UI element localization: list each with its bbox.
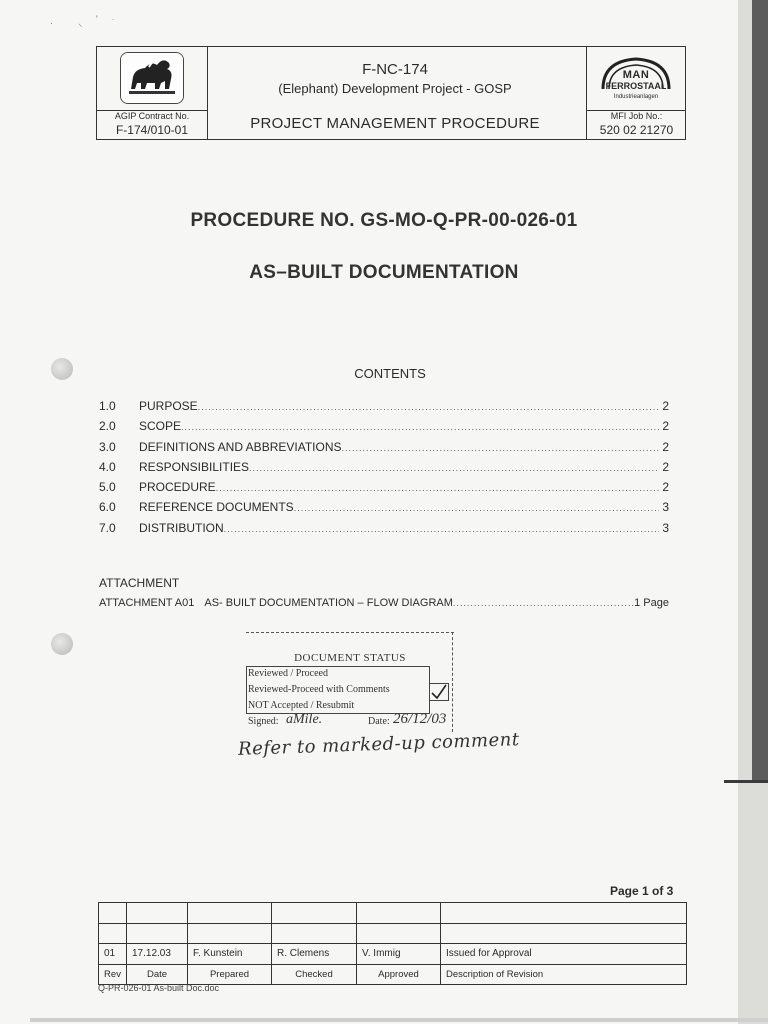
agip-contract-value: F-174/010-01 [115,123,189,137]
toc-item[interactable] [99,460,669,480]
table-cell: 17.12.03 [127,944,188,965]
toc-page: 3 [662,520,669,535]
table-of-contents [99,399,669,541]
column-header: Approved [357,964,441,985]
attachment-item[interactable] [99,597,669,609]
header-project: (Elephant) Development Project - GOSP [278,81,512,96]
stamp-signed-label: Signed: [248,716,279,727]
table-cell: Issued for Approval [441,944,687,965]
toc-item[interactable] [99,399,669,419]
toc-leader [216,483,659,493]
toc-number: 4.0 [99,459,116,474]
toc-number: 6.0 [99,500,116,515]
table-row [99,903,687,924]
logo-text-industrieanlagen: Industrieanlagen [613,94,659,100]
mfi-job-label: MFI Job No.: [610,111,663,121]
scan-edge-mark [724,780,768,783]
scan-bottom-edge [30,1018,768,1022]
logo-text-ferrostaal: FERROSTAAL [605,81,667,91]
document-status-stamp [246,632,454,738]
attachment-heading: ATTACHMENT [99,576,180,590]
revision-table [98,902,687,985]
toc-item[interactable] [99,419,669,439]
scan-speck: ˙ [112,18,115,28]
agip-contract-label: AGIP Contract No. [114,111,190,121]
toc-page: 2 [662,459,669,474]
contents-heading: CONTENTS [354,366,426,381]
toc-leader [341,443,659,453]
stamp-date-label: Date: [368,716,390,727]
man-ferrostaal-logo [595,53,677,105]
toc-leader [249,463,659,473]
stamp-date-value: 26/12/03 [393,711,447,727]
toc-title: PROCEDURE [139,480,216,495]
toc-leader [181,422,659,432]
attachment-id: ATTACHMENT A01 [99,597,195,609]
table-cell [357,903,441,924]
toc-title: SCOPE [139,419,182,434]
stamp-option-reviewed-comments: Reviewed-Proceed with Comments [248,684,390,695]
table-cell [99,923,127,944]
column-header: Checked [272,964,357,985]
mfi-job-value: 520 02 21270 [599,123,674,137]
table-cell [272,923,357,944]
toc-page: 2 [662,439,669,454]
table-cell [441,923,687,944]
header-divider [207,47,208,140]
toc-leader [224,524,659,534]
toc-item[interactable] [99,480,669,500]
toc-item[interactable] [99,521,669,541]
toc-page: 3 [662,500,669,515]
table-cell [188,903,272,924]
table-cell [441,903,687,924]
attachment-leader [453,598,634,608]
toc-page: 2 [662,399,669,413]
toc-page: 2 [662,419,669,434]
column-header: Prepared [188,964,272,985]
scan-speck: ⸌ [78,22,83,32]
toc-page: 2 [662,480,669,495]
table-cell [188,923,272,944]
column-header: Date [127,964,188,985]
toc-item[interactable] [99,500,669,520]
toc-item[interactable] [99,440,669,460]
toc-number: 1.0 [99,399,116,413]
toc-number: 2.0 [99,419,116,434]
table-cell: V. Immig [357,944,441,965]
toc-title: DEFINITIONS AND ABBREVIATIONS [139,439,342,454]
stamp-heading: DOCUMENT STATUS [294,652,406,664]
table-row [99,944,687,965]
stamp-option-not-accepted: NOT Accepted / Resubmit [248,700,355,711]
toc-number: 5.0 [99,480,116,495]
column-header: Rev [99,964,127,985]
footer-filename: Q-PR-026-01 As-built Doc.doc [98,983,220,993]
toc-title: RESPONSIBILITIES [139,459,250,474]
stamp-option-reviewed: Reviewed / Proceed [248,668,328,679]
toc-leader [294,503,659,513]
table-cell [127,903,188,924]
stamp-border [246,632,454,633]
table-cell: F. Kunstein [188,944,272,965]
header-procedure-type: PROJECT MANAGEMENT PROCEDURE [250,115,540,132]
table-cell: 01 [99,944,127,965]
page-indicator: Page 1 of 3 [610,884,674,898]
table-cell [357,923,441,944]
toc-title: PURPOSE [139,399,198,413]
column-header: Description of Revision [441,964,687,985]
checkmark-icon [429,683,449,701]
table-row [99,923,687,944]
toc-number: 7.0 [99,520,116,535]
agip-logo [120,52,184,104]
toc-title: DISTRIBUTION [139,520,224,535]
handwritten-note: Refer to marked-up comment [237,729,520,760]
header-doc-code: F-NC-174 [362,61,428,78]
stamp-border [452,632,453,732]
procedure-number: PROCEDURE NO. GS-MO-Q-PR-00-026-01 [190,210,578,231]
document-title: AS–BUILT DOCUMENTATION [249,262,519,283]
table-header-row [99,964,687,985]
table-cell [99,903,127,924]
logo-text-man: MAN [622,69,650,81]
table-cell [127,923,188,944]
scan-edge-shadow [752,0,768,780]
toc-leader [198,402,659,412]
scan-speck: ' [96,14,98,24]
table-cell: R. Clemens [272,944,357,965]
table-cell [272,903,357,924]
toc-title: REFERENCE DOCUMENTS [139,500,294,515]
attachment-title: AS- BUILT DOCUMENTATION – FLOW DIAGRAM [204,597,453,609]
attachment-pages: 1 Page [634,597,669,609]
document-header [96,46,686,140]
punch-hole [51,633,73,655]
toc-number: 3.0 [99,439,116,454]
scan-speck: · [50,18,53,28]
stamp-signature: aMile. [286,712,323,727]
